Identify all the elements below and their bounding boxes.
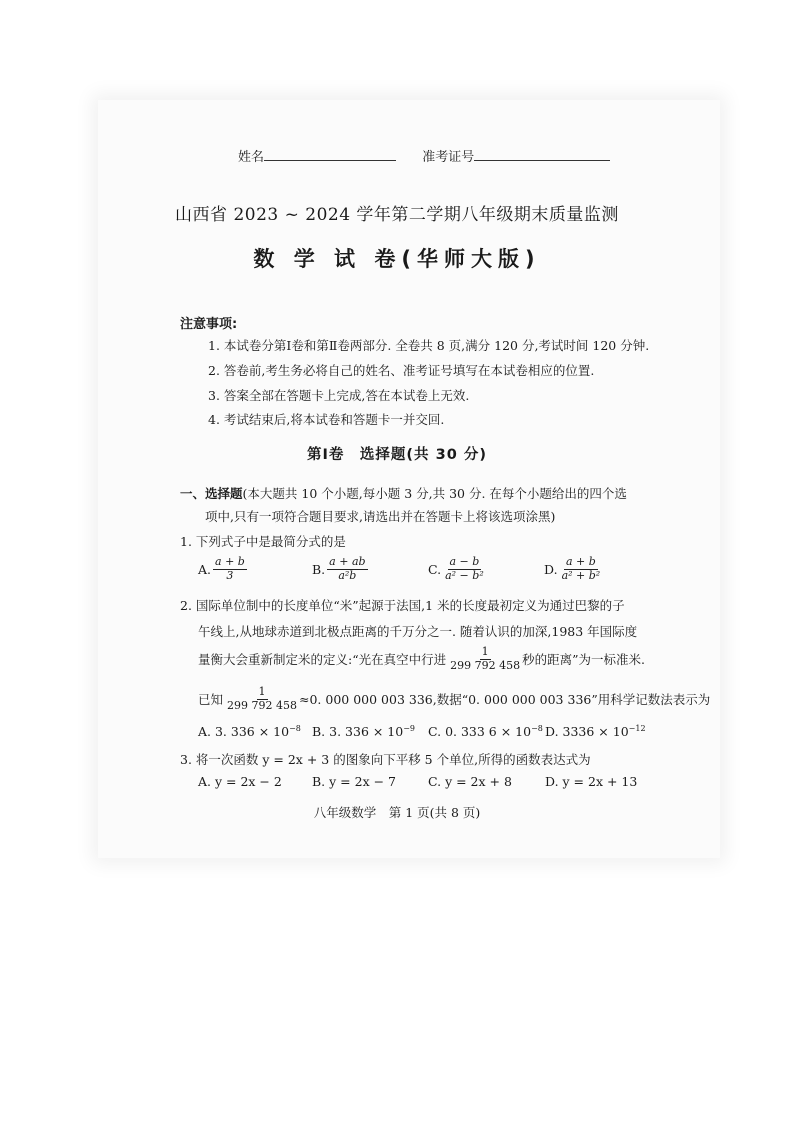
q2-option-d: D. $3336 \times 10^{-12}$ [545,724,646,740]
question-3-stem: 3. 将一次函数 y = 2x + 3 的图象向下平移 5 个单位,所得的函数表达式为 [180,752,591,767]
exam-title: 数 学 试 卷(华师大版) [253,247,541,271]
page-footer: 八年级数学 第 1 页(共 8 页) [313,805,481,820]
section-desc: (本大题共 10 个小题,每小题 3 分,共 30 分. 在每个小题给出的四个选 [242,486,627,501]
q2-option-c: C. 0. 333 $6 \times 10^{-8}$ [428,724,543,740]
question-2-line: 已知 $\frac{1}{299 792 458}$ ≈0. 000 000 003 336,数据“0. 000 000 003 336”用科学记数法表示为 [198,685,711,712]
note-item: 1. 本试卷分第Ⅰ卷和第Ⅱ卷两部分. 全卷共 8 页,满分 120 分,考试时间 120 分钟. [208,338,650,353]
q3-option-c: C. y = 2x + 8 [428,774,512,789]
q1-option-a: A. $\frac{a + b}{3}$ [198,555,245,582]
question-1-stem: 1. 下列式子中是最简分式的是 [180,534,346,549]
part-heading: 第Ⅰ卷 选择题(共 30 分) [307,447,487,463]
question-2-line: 2. 国际单位制中的长度单位“米”起源于法国,1 米的长度最初定义为通过巴黎的子 [180,598,625,613]
question-2-line: 午线上,从地球赤道到北极点距离的千万分之一. 随着认识的加深,1983 年国际度 [198,624,638,639]
section-label: 一、选择题 [180,486,243,501]
candidate-info-line [238,146,610,165]
q2-option-a: A. 3. $336 \times 10^{-8}$ [198,724,301,740]
ticket-label: 准考证号 [422,150,475,165]
section-heading [180,484,627,502]
note-item: 4. 考试结束后,将本试卷和答题卡一并交回. [208,412,445,427]
notes-heading: 注意事项: [180,317,238,332]
section-desc-cont: 项中,只有一项符合题目要求,请选出并在答题卡上将该选项涂黑) [205,509,556,524]
note-item: 2. 答卷前,考生务必将自己的姓名、准考证号填写在本试卷相应的位置. [208,363,595,378]
q2-option-b: B. 3. $336 \times 10^{-9}$ [312,724,416,740]
ticket-blank [474,148,610,161]
question-2-line: 量衡大会重新制定米的定义:“光在真空中行进 $\frac{1}{299 792 458}$ 秒的距离”为一标准米. [198,645,645,672]
q3-option-d: D. y = 2x + 13 [545,774,638,789]
note-item: 3. 答案全部在答题卡上完成,答在本试卷上无效. [208,388,470,403]
q1-option-b: B. $\frac{a + ab}{\text{a²b}}$ [312,555,366,582]
q1-option-c: C. $\frac{a - b}{\text{a² − b²}}$ [428,555,484,582]
name-label: 姓名 [238,150,265,165]
q1-option-d: D. $\frac{a + b}{\text{a² + b²}}$ [544,555,601,582]
name-blank [264,148,396,161]
q3-option-a: A. y = 2x − 2 [198,774,282,789]
exam-subtitle: 山西省 2023 ~ 2024 学年第二学期八年级期末质量监测 [175,205,619,225]
q3-option-b: B. y = 2x − 7 [312,774,396,789]
